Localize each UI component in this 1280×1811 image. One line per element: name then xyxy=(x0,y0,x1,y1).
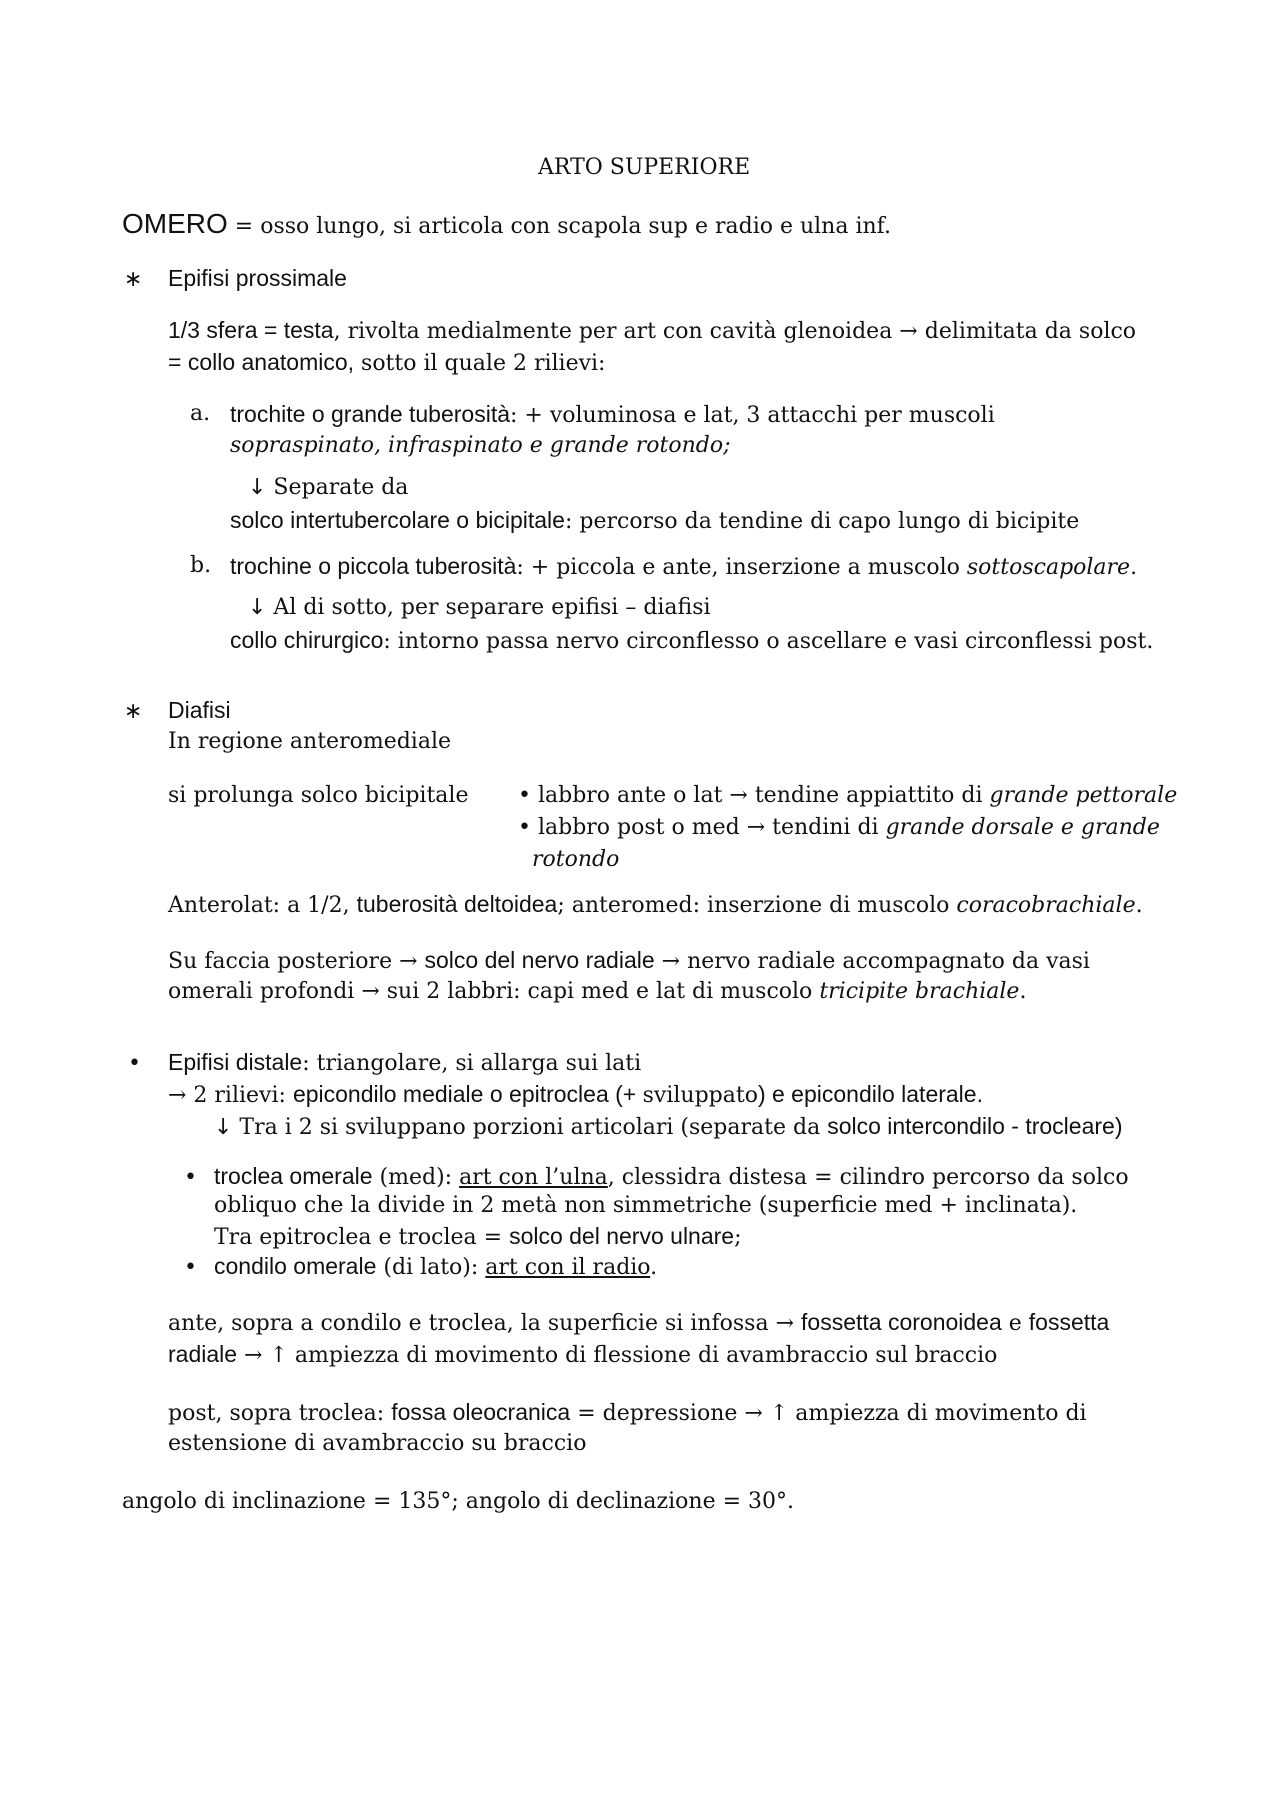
list-item: condilo omerale (di lato): art con il radio. xyxy=(214,1253,658,1280)
sub-arrow-line: ↓ Separate da xyxy=(248,475,409,500)
list-item-continued: Tra epitroclea e troclea = solco del nervo ulnare; xyxy=(214,1223,742,1250)
list-bullet: • xyxy=(184,1255,197,1280)
list-item: trochite o grande tuberosità: + voluminosa e lat, 3 attacchi per muscoli xyxy=(230,401,995,428)
sub-arrow-line: ↓ Tra i 2 si sviluppano porzioni articolari (separate da solco intercondilo - trocleare) xyxy=(214,1113,1123,1140)
page-title: ARTO SUPERIORE xyxy=(538,155,751,180)
paragraph-line: = collo anatomico, sotto il quale 2 rilievi: xyxy=(168,349,606,376)
section-heading: Epifisi prossimale xyxy=(168,265,347,291)
section-heading: Diafisi xyxy=(168,697,231,723)
paragraph-line: post, sopra troclea: fossa oleocranica = depressione → ↑ ampiezza di movimento di xyxy=(168,1399,1087,1426)
paragraph-line: omerali profondi → sui 2 labbri: capi med e lat di muscolo tricipite brachiale. xyxy=(168,979,1027,1004)
omero-heading: OMERO xyxy=(122,208,228,239)
down-arrow-icon: ↓ xyxy=(248,475,267,500)
paragraph-line: radiale → ↑ ampiezza di movimento di flessione di avambraccio sul braccio xyxy=(168,1341,998,1368)
paragraph-line: 1/3 sfera = testa, rivolta medialmente per art con cavità glenoidea → delimitata da solco xyxy=(168,317,1137,344)
paragraph-line: In regione anteromediale xyxy=(168,729,452,754)
section-bullet: ∗ xyxy=(124,699,143,724)
down-arrow-icon: ↓ xyxy=(248,595,267,620)
paragraph-line: Anterolat: a 1/2, tuberosità deltoidea; anteromed: inserzione di muscolo coracobrachiale. xyxy=(168,891,1143,918)
list-marker: a. xyxy=(190,401,211,426)
list-item-italic: sopraspinato, infraspinato e grande rotondo; xyxy=(230,433,731,458)
down-arrow-icon: ↓ xyxy=(214,1115,233,1140)
list-item: trochine o piccola tuberosità: + piccola e ante, inserzione a muscolo sottoscapolare. xyxy=(230,553,1138,580)
list-item-continued: obliquo che la divide in 2 metà non simmetriche (superficie med + inclinata). xyxy=(214,1193,1078,1218)
list-item: • labbro post o med → tendini di grande dorsale e grande xyxy=(518,815,1160,840)
omero-definition: OMERO = osso lungo, si articola con scapola sup e radio e ulna inf. xyxy=(122,208,892,239)
section-bullet: • xyxy=(128,1051,141,1076)
paragraph-line: ante, sopra a condilo e troclea, la superficie si infossa → fossetta coronoidea e fossetta xyxy=(168,1309,1110,1336)
list-item: • labbro ante o lat → tendine appiattito di grande pettorale xyxy=(518,783,1178,808)
section-bullet: ∗ xyxy=(124,267,143,292)
paragraph-line: solco intertubercolare o bicipitale: percorso da tendine di capo lungo di bicipite xyxy=(230,507,1080,534)
list-item: troclea omerale (med): art con l’ulna, clessidra distesa = cilindro percorso da solco xyxy=(214,1163,1129,1190)
paragraph-line: si prolunga solco bicipitale xyxy=(168,783,469,808)
paragraph-line: → 2 rilievi: epicondilo mediale o epitroclea (+ sviluppato) e epicondilo laterale. xyxy=(168,1081,983,1108)
sub-arrow-line: ↓ Al di sotto, per separare epifisi – diafisi xyxy=(248,595,711,620)
section-heading: Epifisi distale: triangolare, si allarga sui lati xyxy=(168,1049,642,1076)
list-item-continued: rotondo xyxy=(532,847,620,872)
paragraph-line: collo chirurgico: intorno passa nervo circonflesso o ascellare e vasi circonflessi post. xyxy=(230,627,1154,654)
list-marker: b. xyxy=(190,553,212,578)
paragraph-line: Su faccia posteriore → solco del nervo radiale → nervo radiale accompagnato da vasi xyxy=(168,947,1090,974)
footer-angles: angolo di inclinazione = 135°; angolo di declinazione = 30°. xyxy=(122,1489,795,1514)
list-bullet: • xyxy=(184,1165,197,1190)
paragraph-line: estensione di avambraccio su braccio xyxy=(168,1431,587,1456)
